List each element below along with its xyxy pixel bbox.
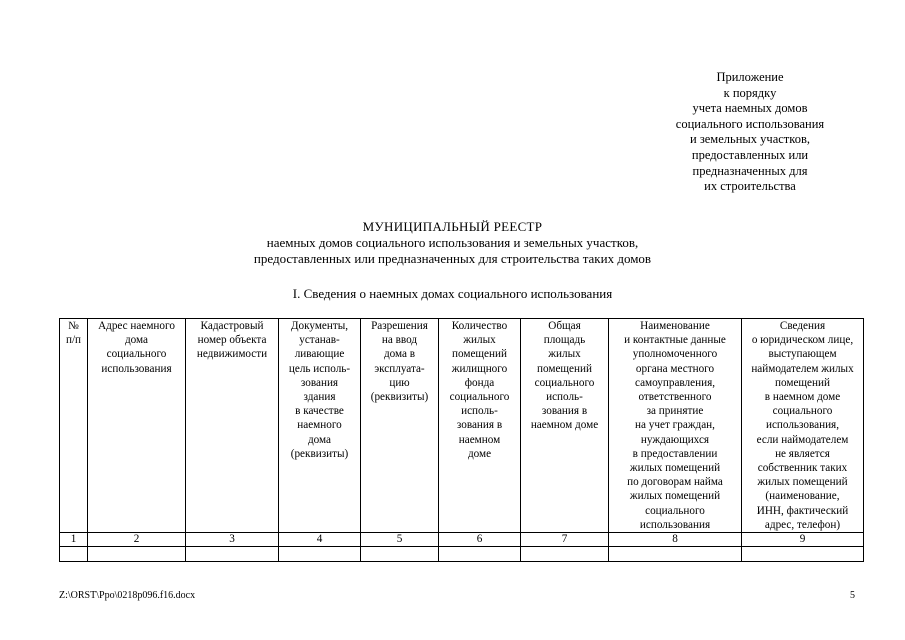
registry-table — [59, 318, 864, 562]
column-number-row — [60, 533, 864, 547]
header-cell-1 — [60, 319, 88, 533]
column-number-cell: 9 — [742, 533, 864, 547]
header-row — [60, 319, 864, 533]
footer-file-path: Z:\ORST\Ppo\0218p096.f16.docx — [59, 590, 196, 601]
registry-title — [0, 219, 905, 267]
column-number-cell: 7 — [521, 533, 609, 547]
header-cell-line: доме — [467, 447, 492, 460]
header-cell-3 — [186, 319, 279, 533]
appendix-line: и земельных участков, — [690, 132, 810, 147]
appendix-line: их строительства — [704, 179, 796, 194]
header-cell-line: исполь- — [546, 391, 583, 404]
header-cell-line: органа местного — [635, 362, 715, 375]
header-cell-9 — [742, 319, 864, 533]
header-cell-line: наемном доме — [530, 419, 599, 432]
header-cell-line: на ввод — [381, 334, 418, 347]
header-cell-line: ливающие — [294, 348, 345, 361]
header-cell-line: (наименование, — [765, 490, 840, 503]
header-cell-line: Общая — [548, 320, 581, 332]
header-cell-line: номер объекта — [197, 334, 267, 347]
empty-cell[interactable] — [279, 547, 361, 562]
header-cell-line: зования в — [541, 405, 588, 418]
header-cell-line: жилых помещений — [629, 462, 721, 475]
header-cell-2 — [88, 319, 186, 533]
header-cell-line: зования в — [456, 419, 503, 432]
header-cell-line: цель исполь- — [288, 362, 351, 375]
empty-cell[interactable] — [361, 547, 439, 562]
header-cell-line: собственник таких — [757, 462, 848, 475]
empty-cell[interactable] — [742, 547, 864, 562]
header-cell-4 — [279, 319, 361, 533]
header-cell-line: не является — [775, 447, 830, 460]
header-cell-line: Наименование — [640, 320, 710, 332]
header-cell-line: жилых — [463, 334, 496, 347]
column-number-cell: 5 — [361, 533, 439, 547]
registry-subtitle-line-1: наемных домов социального использования и земельных участков, — [266, 235, 639, 250]
header-cell-line: жилых — [548, 348, 581, 361]
appendix-line: Приложение — [716, 70, 784, 84]
appendix-line: предоставленных или — [691, 147, 809, 162]
header-cell-line: использования, — [765, 419, 840, 432]
header-cell-line: Количество — [451, 320, 508, 332]
header-cell-line: использования — [639, 518, 711, 531]
header-cell-line: помещений — [452, 348, 507, 361]
header-cell-line: фонда — [464, 376, 495, 389]
footer-page-number: 5 — [850, 590, 855, 601]
header-cell-line: недвижимости — [196, 348, 268, 361]
header-cell-line: дома в — [383, 348, 416, 361]
empty-data-row — [60, 547, 864, 562]
header-cell-line: наймодателем жилых — [751, 362, 854, 375]
header-cell-line: № — [68, 320, 79, 332]
header-cell-line: помещений — [775, 376, 830, 389]
header-cell-line: на учет граждан, — [635, 419, 715, 432]
header-cell-line: в наемном доме — [764, 391, 841, 404]
header-cell-7 — [521, 319, 609, 533]
header-cell-line: в качестве — [295, 405, 344, 418]
empty-cell[interactable] — [521, 547, 609, 562]
header-cell-8 — [609, 319, 742, 533]
column-number-cell: 8 — [609, 533, 742, 547]
header-cell-line: площадь — [543, 334, 586, 347]
header-cell-line: социального — [645, 504, 705, 517]
header-cell-line: помещений — [537, 362, 592, 375]
header-cell-line: Разрешения — [371, 320, 428, 332]
header-cell-line: исполь- — [461, 405, 498, 418]
registry-subtitle-line-2: предоставленных или предназначенных для строительства таких домов — [253, 251, 652, 266]
appendix-line: предназначенных для — [692, 163, 808, 178]
header-cell-line: наемном — [458, 433, 501, 446]
header-cell-line: социального — [449, 391, 510, 404]
header-cell-line: ответственного — [638, 391, 712, 404]
header-cell-line: нуждающихся — [640, 433, 710, 446]
header-cell-line: Кадастровый — [200, 320, 264, 332]
header-cell-line: жилых помещений — [757, 476, 848, 489]
column-number-cell: 6 — [439, 533, 521, 547]
header-cell-line: дома — [124, 334, 149, 347]
header-cell-line: жилых помещений — [629, 490, 721, 503]
header-cell-line: о юридическом лице, — [751, 334, 854, 347]
empty-cell[interactable] — [609, 547, 742, 562]
header-cell-line: социального — [534, 376, 595, 389]
header-cell-line: Документы, — [290, 320, 349, 332]
header-cell-line: Адрес наемного — [98, 320, 175, 332]
header-cell-line: и контактные данные — [624, 334, 726, 347]
header-cell-line: социального — [106, 348, 167, 361]
empty-cell[interactable] — [60, 547, 88, 562]
header-cell-line: дома — [307, 433, 332, 446]
empty-cell[interactable] — [439, 547, 521, 562]
header-cell-line: адрес, телефон) — [764, 518, 841, 531]
header-cell-line: по договорам найма — [627, 476, 723, 489]
header-cell-line: здания — [303, 391, 336, 404]
header-cell-line: п/п — [65, 334, 82, 347]
header-cell-line: выступающем — [768, 348, 837, 361]
appendix-block — [640, 70, 860, 195]
header-cell-6 — [439, 319, 521, 533]
appendix-line: социального использования — [675, 116, 825, 131]
header-cell-line: (реквизиты) — [370, 391, 429, 404]
header-cell-line: (реквизиты) — [290, 447, 349, 460]
column-number-cell: 4 — [279, 533, 361, 547]
header-cell-line: социального — [772, 405, 833, 418]
header-cell-line: жилищного — [451, 362, 508, 375]
header-cell-line: уполномоченного — [632, 348, 718, 361]
header-cell-line: в предоставлении — [632, 447, 718, 460]
header-cell-line: ИНН, фактический — [756, 504, 849, 517]
column-number-cell: 2 — [88, 533, 186, 547]
header-cell-line: за принятие — [646, 405, 704, 418]
appendix-line: к порядку — [723, 85, 777, 100]
header-cell-line: зования — [300, 376, 339, 389]
column-number-cell: 1 — [60, 533, 88, 547]
appendix-line: учета наемных домов — [692, 101, 808, 116]
column-number-cell: 3 — [186, 533, 279, 547]
registry-title-main: МУНИЦИПАЛЬНЫЙ РЕЕСТР — [362, 219, 543, 234]
header-cell-line: использования — [101, 362, 172, 375]
empty-cell[interactable] — [186, 547, 279, 562]
header-cell-line: самоуправления, — [634, 376, 716, 389]
header-cell-line: эксплуата- — [374, 362, 425, 375]
header-cell-line: устанав- — [299, 334, 340, 347]
section-title: I. Сведения о наемных домах социального использования — [292, 286, 613, 301]
header-cell-line: наемного — [297, 419, 342, 432]
empty-cell[interactable] — [88, 547, 186, 562]
header-cell-line: если наймодателем — [756, 433, 849, 446]
header-cell-5 — [361, 319, 439, 533]
header-cell-line: цию — [389, 376, 410, 389]
header-cell-line: Сведения — [779, 320, 826, 332]
